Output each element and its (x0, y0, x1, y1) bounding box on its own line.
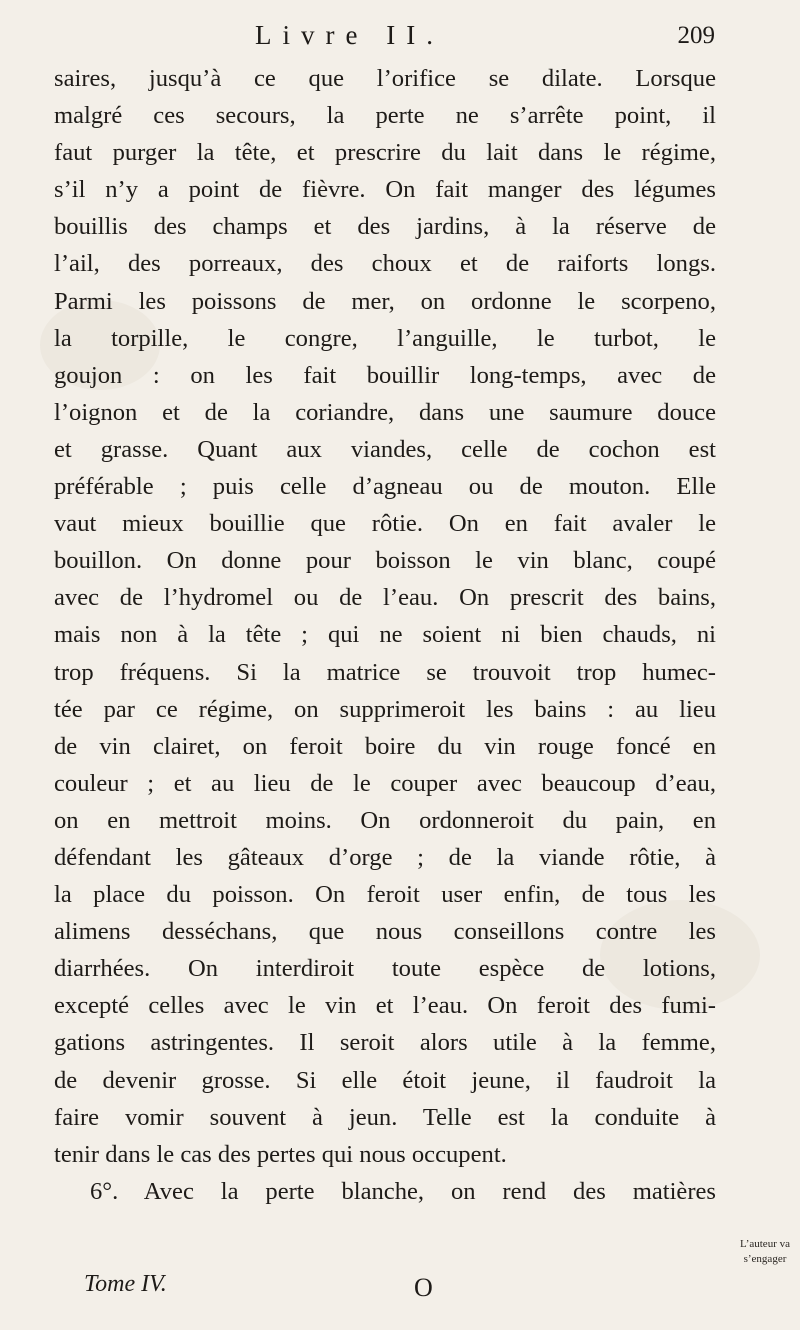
text-line: l’ail, des porreaux, des choux et de raiforts longs. (54, 250, 716, 278)
text-line: 6°. Avec la perte blanche, on rend des matières (90, 1177, 716, 1205)
marginal-note-line: s’engager (743, 1253, 787, 1265)
text-line: gations astringentes. Il seroit alors utile à la femme, (54, 1029, 716, 1057)
page-header (255, 20, 715, 56)
text-line: bouillis des champs et des jardins, à la réserve de (54, 213, 716, 241)
volume-signature: Tome IV. (84, 1271, 167, 1297)
text-line: trop fréquens. Si la matrice se trouvoit trop humec- (54, 658, 716, 686)
text-line: malgré ces secours, la perte ne s’arrête point, il (54, 102, 716, 130)
running-title: Livre II. (255, 20, 444, 50)
text-line: préférable ; puis celle d’agneau ou de mouton. Elle (54, 473, 716, 501)
text-line: diarrhées. On interdiroit toute espèce de lotions, (54, 955, 716, 983)
text-line: mais non à la tête ; qui ne soient ni bien chauds, ni (54, 621, 716, 649)
text-line: saires, jusqu’à ce que l’orifice se dilate. Lorsque (54, 65, 716, 92)
text-line: de vin clairet, on feroit boire du vin rouge foncé en (54, 732, 716, 760)
text-line: on en mettroit moins. On ordonneroit du pain, en (54, 806, 716, 834)
text-line: avec de l’hydromel ou de l’eau. On prescrit des bains, (54, 584, 716, 612)
marginal-note-line: L’auteur va (740, 1238, 790, 1250)
text-line: la torpille, le congre, l’anguille, le turbot, le (54, 324, 716, 352)
text-line: s’il n’y a point de fièvre. On fait manger des légumes (54, 176, 716, 204)
text-line: faut purger la tête, et prescrire du lait dans le régime, (54, 139, 716, 167)
body-text (54, 60, 716, 1210)
text-line: faire vomir souvent à jeun. Telle est la conduite à (54, 1103, 716, 1131)
text-line: vaut mieux bouillie que rôtie. On en fait avaler le (54, 510, 716, 538)
text-line: alimens desséchans, que nous conseillons contre les (54, 918, 716, 946)
text-line: tée par ce régime, on supprimeroit les bains : au lieu (54, 695, 716, 723)
text-line: et grasse. Quant aux viandes, celle de cochon est (54, 435, 716, 463)
text-line: excepté celles avec le vin et l’eau. On feroit des fumi- (54, 992, 716, 1020)
text-line: de devenir grosse. Si elle étoit jeune, il faudroit la (54, 1066, 716, 1094)
page-number: 209 (677, 22, 715, 49)
text-line: couleur ; et au lieu de le couper avec beaucoup d’eau, (54, 769, 716, 797)
text-line: tenir dans le cas des pertes qui nous occupent. (54, 1140, 507, 1168)
gathering-signature: O (414, 1273, 433, 1302)
text-line: la place du poisson. On feroit user enfin, de tous les (54, 881, 716, 909)
text-line: bouillon. On donne pour boisson le vin blanc, coupé (54, 547, 716, 575)
text-line: goujon : on les fait bouillir long-temps, avec de (54, 361, 716, 389)
marginal-note (733, 1237, 797, 1267)
text-line: l’oignon et de la coriandre, dans une saumure douce (54, 398, 716, 426)
text-line: défendant les gâteaux d’orge ; de la viande rôtie, à (54, 843, 716, 871)
text-line: Parmi les poissons de mer, on ordonne le scorpeno, (54, 287, 716, 315)
page-footer (84, 1271, 464, 1305)
